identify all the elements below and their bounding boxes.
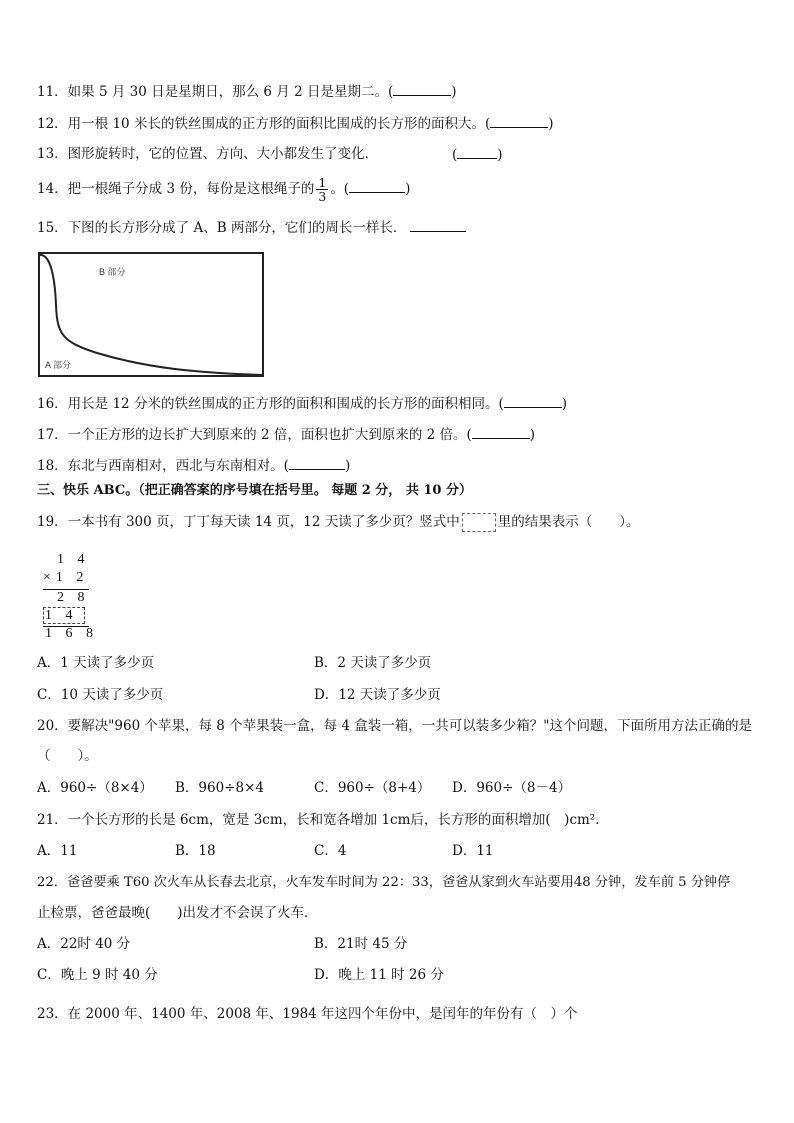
q19-option-d[interactable]: D．12 天读了多少页: [314, 687, 441, 703]
fraction-one-third: $\frac{1}{3}$: [318, 175, 327, 204]
dashed-box-marker: [462, 513, 496, 532]
question-13-answer: ( ): [452, 147, 503, 163]
question-18: 18．东北与西南相对，西北与东南相对。( ): [37, 458, 351, 474]
calc-row-5: 1 6 8: [45, 626, 98, 641]
q22-option-a[interactable]: A．22时 40 分: [37, 936, 131, 952]
q20-option-c[interactable]: C．960÷（8+4）: [314, 780, 431, 796]
q20-option-b[interactable]: B．960÷8×4: [175, 780, 264, 796]
q22-option-b[interactable]: B．21时 45 分: [314, 936, 408, 952]
rectangle-outline: [39, 253, 263, 376]
answer-blank-11[interactable]: [393, 82, 451, 96]
calc-row-4: 1 4: [45, 608, 78, 623]
calc-row-1: 1 4: [57, 552, 90, 567]
answer-blank-15[interactable]: [410, 218, 466, 232]
answer-blank-13[interactable]: [457, 145, 497, 159]
answer-blank-12[interactable]: [490, 114, 548, 128]
question-19: 19．一本书有 300 页，丁丁每天读 14 页，12 天读了多少页？竖式中 里的结果表示（ ）。: [37, 514, 640, 530]
q21-option-d[interactable]: D．11: [452, 843, 494, 859]
calc-row-3: 2 8: [57, 590, 90, 605]
question-12: 12．用一根 10 米长的铁丝围成的正方形的面积比围成的长方形的面积大。( ): [37, 116, 554, 132]
question-21: 21．一个长方形的长是 6cm，宽是 3cm，长和宽各增加 1cm后，长方形的面积增加( )cm²．: [37, 812, 609, 828]
question-13: 13．图形旋转时，它的位置、方向、大小都发生了变化．: [37, 146, 379, 162]
question-17: 17．一个正方形的边长扩大到原来的 2 倍，面积也扩大到原来的 2 倍。( ): [37, 427, 536, 443]
question-20-line-1: 20．要解决"960 个苹果，每 8 个苹果装一盒，每 4 盒装一箱，一共可以装多少箱？"这个问题，下面所用方法正确的是: [37, 718, 752, 734]
question-16: 16．用长是 12 分米的铁丝围成的正方形的面积和围成的长方形的面积相同。( ): [37, 396, 567, 412]
question-23: 23．在 2000 年、1400 年、2008 年、1984 年这四个年份中，是闰年的年份有（ ）个: [37, 1006, 578, 1022]
section-3-heading: 三、快乐 ABC。（把正确答案的序号填在括号里。 每题 2 分， 共 10 分）: [37, 483, 472, 498]
calc-dashed-box: [43, 607, 85, 624]
answer-blank-17[interactable]: [472, 425, 530, 439]
question-15: 15．下图的长方形分成了 A、B 两部分，它们的周长一样长．: [37, 218, 466, 237]
q19-option-b[interactable]: B．2 天读了多少页: [314, 655, 432, 671]
q22-option-d[interactable]: D．晚上 11 时 26 分: [314, 967, 444, 983]
q19-option-c[interactable]: C．10 天读了多少页: [37, 687, 164, 703]
q20-option-a[interactable]: A．960÷（8×4）: [37, 780, 153, 796]
calc-row-2: ×1 2: [43, 570, 89, 585]
q20-option-d[interactable]: D．960÷（8－4）: [452, 780, 572, 796]
q21-option-a[interactable]: A．11: [37, 843, 78, 859]
question-14: 14．把一根绳子分成 3 份，每份是这根绳子的 $\frac{1}{3}$ 。( ): [37, 175, 411, 204]
q21-option-c[interactable]: C．4: [314, 843, 347, 859]
label-part-b: B 部分: [99, 267, 126, 277]
label-part-a: A 部分: [45, 360, 72, 370]
answer-blank-16[interactable]: [504, 394, 562, 408]
q21-option-b[interactable]: B．18: [175, 843, 216, 859]
rectangle-figure: [37, 250, 267, 380]
question-22-line-1: 22．爸爸要乘 T60 次火车从长春去北京，火车发车时间为 22：33，爸爸从家到火车站要用48 分钟，发车前 5 分钟停: [37, 875, 731, 890]
question-22-line-2: 止检票，爸爸最晚( )出发才不会误了火车．: [37, 905, 318, 921]
q22-option-c[interactable]: C．晚上 9 时 40 分: [37, 967, 158, 983]
question-20-line-2: （ ）。: [37, 748, 98, 764]
question-11: 11．如果 5 月 30 日是星期日，那么 6 月 2 日是星期二。( ): [37, 84, 457, 100]
answer-blank-14[interactable]: [349, 179, 405, 193]
vertical-multiplication: [37, 552, 97, 644]
answer-blank-18[interactable]: [289, 456, 345, 470]
q19-option-a[interactable]: A．1 天读了多少页: [37, 655, 155, 671]
